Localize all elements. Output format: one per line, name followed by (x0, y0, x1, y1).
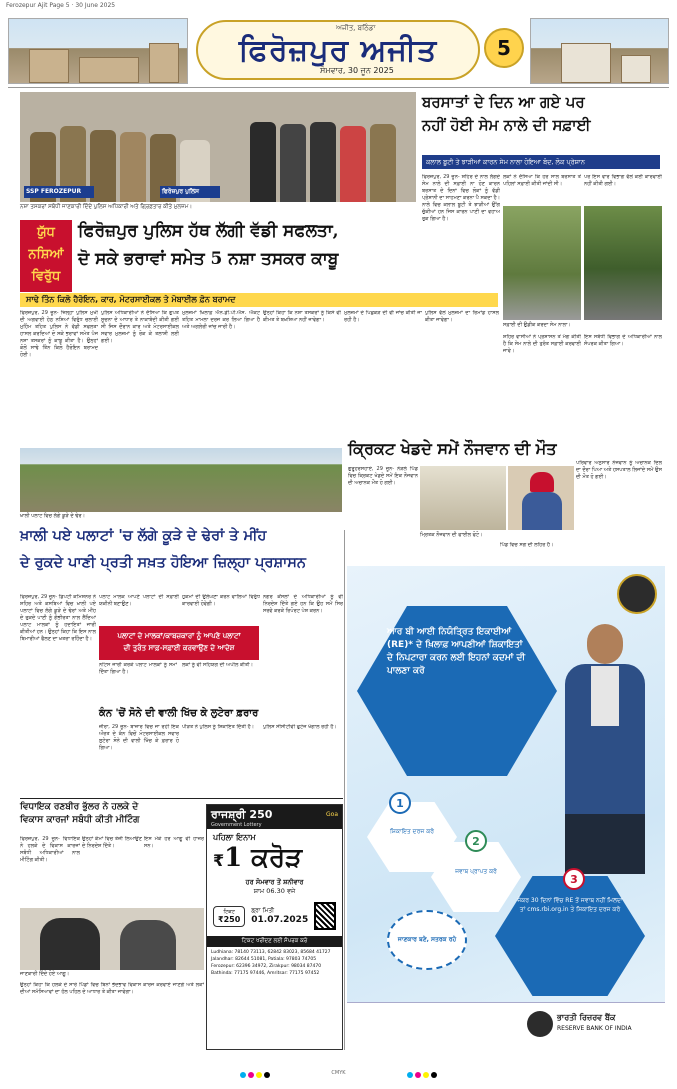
column-rule (344, 530, 345, 1050)
lottery-state: Goa (326, 811, 338, 818)
bottom-left-col-2: ਉਨ੍ਹਾਂ ਕੰਮਾਂ ਵਿਚ ਤੇਜ਼ੀ ਲਿਆਉਣ ਦੇ ਨਿਰਦੇਸ਼ ਦਿੱਤੇ। (82, 836, 142, 849)
lottery-prize (207, 843, 342, 874)
robbery-headline-wrap (99, 708, 343, 722)
sem-nala-headline-2: ਨਹੀਂ ਹੋਈ ਸੇਮ ਨਾਲੇ ਦੀ ਸਫ਼ਾਈ (422, 116, 591, 135)
sem-nala-photo-left (503, 206, 581, 320)
cricket-caption: ਮ੍ਰਿਤਕ ਨੌਜਵਾਨ ਦੀ ਫਾਈਲ ਫੋਟੋ। (420, 532, 483, 538)
rbi-slogan: ਜਾਣਕਾਰ ਬਣੋ, ਸਤਰਕ ਰਹੋ (387, 910, 467, 970)
cricket-headline-wrap (348, 440, 662, 462)
rbi-heading: ਆਰ ਬੀ ਆਈ ਨਿਯੰਤ੍ਰਿਤ ਇਕਾਈਆਂ (RE)* ਦੇ ਖ਼ਿਲਾਫ਼ ਆਪਣੀਆਂ ਸ਼ਿਕਾਇਤਾਂ ਦੇ ਨਿਪਟਾਰਾ ਕਰਨ ਲਈ ਇਹਨਾਂ ਕਦਮਾਂ ਦੀ ਪਾਲਣਾ ਕਰੋ (387, 627, 526, 676)
rbi-bank-name: ਭਾਰਤੀ ਰਿਜ਼ਰਵ ਬੈਂਕ (557, 1013, 616, 1022)
cricket-match-photo (420, 466, 506, 530)
robbery-col-1: ਜ਼ੀਰਾ, 29 ਜੂਨ- ਬਾਜ਼ਾਰ ਵਿਚ ਜਾ ਰਹੀ ਇਕ ਔਰਤ ਦੇ ਕੰਨ ਵਿਚੋਂ ਮੋਟਰਸਾਈਕਲ ਸਵਾਰ ਲੁਟੇਰਾ ਸੋਨੇ ਦੀ ਵਾਲੀ ਖਿੱਚ ਕੇ ਫ਼ਰਾਰ ਹੋ ਗਿਆ। (99, 724, 179, 751)
cricket-col-3: ਪਿੰਡ ਵਿਚ ਸੋਗ ਦੀ ਲਹਿਰ ਹੈ। (500, 542, 554, 548)
badge-line-2: ਨਸ਼ਿਆਂ (28, 247, 64, 262)
presenter-figure (555, 624, 655, 874)
plots-headline-2: ਦੇ ਰੁਕਦੇ ਪਾਣੀ ਪ੍ਰਤੀ ਸਖ਼ਤ ਹੋਇਆ ਜ਼ਿਲ੍ਹਾ ਪ੍ਰਸ਼ਾਸਨ (20, 553, 306, 571)
lottery-prize-symbol: ₹ (213, 851, 225, 870)
lottery-contact-line: Ferozepur: 62396 34972, Zirakpur: 98034 87470 (211, 964, 322, 969)
sem-nala-col-4: ਸ਼ਹਿਰ ਵਾਸੀਆਂ ਨੇ ਪ੍ਰਸ਼ਾਸਨ ਤੋਂ ਮੰਗ ਕੀਤੀ ਹੈ ਕਿ ਸੇਮ ਨਾਲੇ ਦੀ ਤੁਰੰਤ ਸਫ਼ਾਈ ਕਰਵਾਈ ਜਾਵੇ। (503, 334, 581, 354)
lottery-prize-label: ਪਹਿਲਾ ਇਨਾਮ (213, 833, 256, 842)
lottery-ticket-box (213, 906, 245, 927)
cricket-col-1: ਗੁਰੂਹਰਸਹਾਏ, 29 ਜੂਨ- ਨੇੜਲੇ ਪਿੰਡ ਵਿਚ ਕ੍ਰਿਕਟ ਖੇਡਦੇ ਸਮੇਂ ਇਕ ਨੌਜਵਾਨ ਦੀ ਅਚਾਨਕ ਮੌਤ ਹੋ ਗਈ। (348, 466, 418, 486)
lottery-ticket-row (207, 896, 342, 930)
police-col-5: ਮੁਲਜ਼ਮਾਂ ਦੇ ਪਿਛੋਕੜ ਦੀ ਵੀ ਜਾਂਚ ਕੀਤੀ ਜਾ ਰਹੀ ਹੈ। (344, 310, 422, 323)
lottery-contact-line: Ludhiana: 78140 73113, 62842 83023, 85684 41727 (211, 950, 331, 955)
cricket-headline: ਕ੍ਰਿਕਟ ਖੇਡਦੇ ਸਮੇਂ ਨੌਜਵਾਨ ਦੀ ਮੌਤ (348, 439, 557, 458)
lottery-contact-line: Bathinda: 77175 97446, Amritsar: 77175 97452 (211, 971, 320, 976)
lottery-ad (206, 804, 343, 1050)
photo-banner-left: SSP FEROZEPUR (24, 186, 94, 198)
rbi-logo-icon (527, 1011, 553, 1037)
badge-line-3: ਵਿਰੁੱਧ (31, 269, 61, 284)
plots-box-line-1: ਪਲਾਟਾਂ ਦੇ ਮਾਲਕਾਂ/ਕਾਬਜ਼ਕਾਰਾਂ ਨੂੰ ਆਪਣੇ ਪਲਾਟਾਂ (117, 632, 241, 640)
masthead-photo-right (530, 18, 669, 84)
police-subhead: ਸਾਢੇ ਤਿੰਨ ਕਿਲੋ ਹੈਰੋਇਨ, ਕਾਰ, ਮੋਟਰਸਾਈਕਲ ਤੇ ਮੋਬਾਈਲ ਫ਼ੋਨ ਬਰਾਮਦ (20, 293, 498, 307)
plots-headline-block (20, 528, 342, 590)
deceased-youth-photo (508, 466, 574, 530)
bottom-left-col-1: ਫਿਰੋਜ਼ਪੁਰ, 29 ਜੂਨ- ਵਿਧਾਇਕ ਨੇ ਹਲਕੇ ਦੇ ਵਿਕਾਸ ਕਾਰਜਾਂ ਸਬੰਧੀ ਅਧਿਕਾਰੀਆਂ ਨਾਲ ਮੀਟਿੰਗ ਕੀਤੀ। (20, 836, 80, 863)
garbage-plot-caption: ਖ਼ਾਲੀ ਪਲਾਟ ਵਿਚ ਲੱਗੇ ਕੂੜੇ ਦੇ ਢੇਰ। (20, 513, 85, 519)
police-col-3: ਮੁਲਜ਼ਮਾਂ ਖ਼ਿਲਾਫ਼ ਐਨ.ਡੀ.ਪੀ.ਐਸ. ਐਕਟ ਤਹਿਤ ਮਾਮਲਾ ਦਰਜ ਕਰ ਲਿਆ ਗਿਆ ਹੈ ਅਤੇ ਅਗਲੇਰੀ ਜਾਂਚ ਜਾਰੀ ਹੈ। (182, 310, 260, 330)
bottom-left-caption: ਜਾਣਕਾਰੀ ਦਿੰਦੇ ਹੋਏ ਆਗੂ। (20, 971, 70, 977)
plots-col-3: ਹੁਕਮਾਂ ਦੀ ਉਲੰਘਣਾ ਕਰਨ ਵਾਲਿਆਂ ਵਿਰੁੱਧ ਕਾਰਵਾਈ ਹੋਵੇਗੀ। (182, 594, 260, 607)
lottery-date-box (251, 907, 308, 925)
rbi-step-2-number: 2 (465, 830, 487, 852)
lottery-contact-header: ਟਿਕਟ ਖਰੀਦਣ ਲਈ ਸੰਪਰਕ ਕਰੋ (207, 936, 342, 947)
sem-nala-col-2: ਲੋਕਾਂ ਨੇ ਦੱਸਿਆ ਕਿ ਹਰ ਸਾਲ ਬਰਸਾਤ ਤੋਂ ਪਹਿਲਾਂ ਸਫ਼ਾਈ ਕੀਤੀ ਜਾਂਦੀ ਸੀ। (503, 174, 581, 187)
lottery-draw-date: 01.07.2025 (251, 915, 309, 925)
police-col-1: ਫਿਰੋਜ਼ਪੁਰ, 29 ਜੂਨ- ਜ਼ਿਲ੍ਹਾ ਪੁਲਿਸ ਮੁਖੀ ਦੀ ਅਗਵਾਈ ਹੇਠ ਨਸ਼ਿਆਂ ਵਿਰੁੱਧ ਚਲਾਈ ਮੁਹਿੰਮ ਤਹਿਤ ਪੁਲਿਸ ਨੇ ਵੱਡੀ ਸਫਲਤਾ ਹਾਸਲ ਕਰਦਿਆਂ ਦੋ ਸਕੇ ਭਰਾਵਾਂ ਸਮੇਤ ਪੰਜ ਨਸ਼ਾ ਤਸਕਰਾਂ ਨੂੰ ਕਾਬੂ ਕੀਤਾ ਹੈ। ਉਨ੍ਹਾਂ ਕੋਲੋਂ ਸਾਢੇ ਤਿੰਨ ਕਿਲੋ ਹੈਰੋਇਨ ਬਰਾਮਦ ਹੋਈ। (20, 310, 98, 358)
robbery-headline: ਕੰਨ 'ਚੋਂ ਸੋਨੇ ਦੀ ਵਾਲੀ ਖਿੱਚ ਕੇ ਲੁਟੇਰਾ ਫ਼ਰਾਰ (99, 708, 259, 719)
cricket-col-2: ਪਰਿਵਾਰ ਅਨੁਸਾਰ ਨੌਜਵਾਨ ਨੂੰ ਅਚਾਨਕ ਦਿਲ ਦਾ ਦੌਰਾ ਪਿਆ ਅਤੇ ਹਸਪਤਾਲ ਲਿਜਾਂਦੇ ਸਮੇਂ ਉਸ ਦੀ ਮੌਤ ਹੋ ਗਈ। (576, 460, 662, 480)
lottery-prize-amount: 1 ਕਰੋੜ (224, 843, 303, 873)
bottom-left-col-3: ਇਸ ਮੌਕੇ ਹੋਰ ਆਗੂ ਵੀ ਹਾਜ਼ਰ ਸਨ। (144, 836, 204, 849)
page-number: 5 (484, 28, 524, 68)
police-photo (20, 92, 416, 202)
sem-nala-subhead: ਕਲਾਲ ਬੂਟੀ ਤੇ ਝਾੜੀਆਂ ਕਾਰਨ ਸੇਮ ਨਾਲਾ ਹੋਇਆ ਬੰਦ, ਲੋਕ ਪ੍ਰੇਸ਼ਾਨ (422, 155, 660, 169)
plots-headline-1: ਖ਼ਾਲੀ ਪਏ ਪਲਾਟਾਂ 'ਚ ਲੱਗੇ ਕੂੜੇ ਦੇ ਢੇਰਾਂ ਤੇ ਮੀਂਹ (20, 527, 267, 544)
lottery-contacts (207, 947, 342, 979)
bottom-left-photo (20, 908, 204, 970)
rbi-step-3-text: ਜੇਕਰ 30 ਦਿਨਾਂ ਵਿੱਚ RE ਤੋਂ ਜਵਾਬ ਨਹੀਂ ਮਿਲਦਾ ਤਾਂ cms.rbi.org.in ਤੇ ਸ਼ਿਕਾਇਤ ਦਰਜ ਕਰੋ (517, 897, 623, 913)
cmyk-marks-right (406, 1063, 438, 1082)
rbi-step-1-text: ਸ਼ਿਕਾਇਤ ਦਰਜ ਕਰੋ (389, 828, 435, 835)
photo-banner-right: ਫਿਰੋਜ਼ਪੁਰ ਪੁਲਿਸ (160, 186, 220, 198)
cmyk-label: CMYK (331, 1069, 346, 1076)
qr-code-icon (314, 902, 336, 930)
rbi-ad (347, 566, 665, 1048)
masthead-title: ਫਿਰੋਜ਼ਪੁਰ ਅਜੀਤ (238, 32, 438, 68)
plots-col-5: ਨੋਟਿਸ ਜਾਰੀ ਕਰਕੇ ਪਲਾਟ ਮਾਲਕਾਂ ਨੂੰ ਸਮਾਂ ਦਿੱਤਾ ਗਿਆ ਹੈ। (99, 662, 177, 675)
bottom-left-headline-1: ਵਿਧਾਇਕ ਰਣਬੀਰ ਭੁੱਲਰ ਨੇ ਹਲਕੇ ਦੇ (20, 802, 139, 812)
cmyk-marks-left (239, 1063, 271, 1082)
plots-highlight-box (99, 626, 259, 660)
sem-nala-col-1: ਫਿਰੋਜ਼ਪੁਰ, 29 ਜੂਨ- ਸ਼ਹਿਰ ਦੇ ਨਾਲ ਲੱਗਦੇ ਸੇਮ ਨਾਲੇ ਦੀ ਸਫ਼ਾਈ ਨਾ ਹੋਣ ਕਾਰਨ ਬਰਸਾਤ ਦੇ ਦਿਨਾਂ ਵਿਚ ਲੋਕਾਂ ਨੂੰ ਵੱਡੀ ਪ੍ਰੇਸ਼ਾਨੀ ਦਾ ਸਾਹਮਣਾ ਕਰਨਾ ਪੈ ਸਕਦਾ ਹੈ। ਨਾਲੇ ਵਿਚ ਕਲਾਲ ਬੂਟੀ ਤੇ ਝਾੜੀਆਂ ਉੱਗ ਚੁੱਕੀਆਂ ਹਨ ਜਿਸ ਕਾਰਨ ਪਾਣੀ ਦਾ ਵਹਾਅ ਰੁਕ ਗਿਆ ਹੈ। (422, 174, 500, 222)
lottery-ticket-price: ₹250 (218, 914, 241, 924)
police-headline-block (78, 222, 418, 288)
plots-col-6: ਲੋਕਾਂ ਨੂੰ ਵੀ ਸਹਿਯੋਗ ਦੀ ਅਪੀਲ ਕੀਤੀ। (182, 662, 254, 668)
masthead-city: ਅਜੀਤ, ਬਠਿੰਡਾ (336, 24, 376, 32)
bottom-left-col-4: ਉਨ੍ਹਾਂ ਕਿਹਾ ਕਿ ਹਲਕੇ ਦੇ ਸਾਰੇ ਪਿੰਡਾਂ ਵਿਚ ਬਿਨਾਂ ਭੇਦਭਾਵ ਵਿਕਾਸ ਕਾਰਜ ਕਰਵਾਏ ਜਾਣਗੇ ਅਤੇ ਲੋਕਾਂ ਦੀਆਂ ਸਮੱਸਿਆਵਾਂ ਦਾ ਹੱਲ ਪਹਿਲ ਦੇ ਆਧਾਰ ਤੇ ਕੀਤਾ ਜਾਵੇਗਾ। (20, 982, 204, 995)
masthead-date: ਸੋਮਵਾਰ, 30 ਜੂਨ 2025 (320, 66, 394, 75)
lottery-tagline: Government Lottery (211, 822, 262, 828)
masthead-photo-left (8, 18, 188, 84)
robbery-col-3: ਪੁਲਿਸ ਸੀਸੀਟੀਵੀ ਫੁਟੇਜ ਖੰਗਾਲ ਰਹੀ ਹੈ। (263, 724, 337, 730)
badge-line-1: ਯੁੱਧ (37, 225, 55, 240)
war-on-drugs-badge (20, 220, 72, 292)
print-footer (0, 1056, 677, 1089)
rbi-step-2-text: ਜਵਾਬ ਪ੍ਰਾਪਤ ਕਰੋ (455, 868, 497, 875)
sem-nala-col-3: ਪਰ ਇਸ ਵਾਰ ਵਿਭਾਗ ਵੱਲੋਂ ਕੋਈ ਕਾਰਵਾਈ ਨਹੀਂ ਕੀਤੀ ਗਈ। (584, 174, 662, 187)
lottery-ticket-label: ਟਿਕਟ (223, 908, 235, 915)
police-photo-caption: ਨਸ਼ਾ ਤਸਕਰਾਂ ਸਬੰਧੀ ਜਾਣਕਾਰੀ ਦਿੰਦੇ ਪੁਲਿਸ ਅਧਿਕਾਰੀ ਅਤੇ ਗ੍ਰਿਫ਼ਤਾਰ ਕੀਤੇ ਮੁਲਜ਼ਮ। (20, 204, 193, 210)
police-col-4: ਉਨ੍ਹਾਂ ਕਿਹਾ ਕਿ ਨਸ਼ਾ ਤਸਕਰਾਂ ਨੂੰ ਕਿਸੇ ਵੀ ਕੀਮਤ ਤੇ ਬਖ਼ਸ਼ਿਆ ਨਹੀਂ ਜਾਵੇਗਾ। (263, 310, 341, 323)
sem-nala-headline-1: ਬਰਸਾਤਾਂ ਦੇ ਦਿਨ ਆ ਗਏ ਪਰ (422, 93, 585, 111)
rbi-step-3-number: 3 (563, 868, 585, 890)
sem-nala-headline-block (422, 94, 660, 152)
print-slug: Ferozepur Ajit Page 5 · 30 June 2025 (6, 2, 116, 9)
section-divider (20, 798, 343, 799)
police-col-2: ਪੁਲਿਸ ਅਧਿਕਾਰੀਆਂ ਨੇ ਦੱਸਿਆ ਕਿ ਗੁਪਤ ਸੂਚਨਾ ਦੇ ਆਧਾਰ ਤੇ ਨਾਕਾਬੰਦੀ ਕੀਤੀ ਗਈ ਸੀ ਜਿਸ ਦੌਰਾਨ ਕਾਰ ਅਤੇ ਮੋਟਰਸਾਈਕਲ ਸਵਾਰ ਮੁਲਜ਼ਮਾਂ ਨੂੰ ਰੋਕ ਕੇ ਤਲਾਸ਼ੀ ਲਈ ਗਈ। (101, 310, 179, 344)
lottery-header (207, 805, 342, 829)
police-headline-2: ਦੋ ਸਕੇ ਭਰਾਵਾਂ ਸਮੇਤ 5 ਨਸ਼ਾ ਤਸਕਰ ਕਾਬੂ (78, 248, 339, 269)
sem-nala-photo-right (584, 206, 662, 320)
rbi-step-1-number: 1 (389, 792, 411, 814)
rbi-seal-icon (617, 574, 657, 614)
lottery-date-label: ਡ੍ਰਾ ਮਿਤੀ (251, 907, 275, 914)
plots-col-1: ਫਿਰੋਜ਼ਪੁਰ, 29 ਜੂਨ- ਡਿਪਟੀ ਕਮਿਸ਼ਨਰ ਨੇ ਸ਼ਹਿਰ ਅਤੇ ਕਸਬਿਆਂ ਵਿਚ ਖ਼ਾਲੀ ਪਏ ਪਲਾਟਾਂ ਵਿਚ ਲੱਗੇ ਕੂੜੇ ਦੇ ਢੇਰਾਂ ਅਤੇ ਮੀਂਹ ਦੇ ਰੁਕਦੇ ਪਾਣੀ ਨੂੰ ਗੰਭੀਰਤਾ ਨਾਲ ਲੈਂਦਿਆਂ ਪਲਾਟ ਮਾਲਕਾਂ ਨੂੰ ਹਦਾਇਤਾਂ ਜਾਰੀ ਕੀਤੀਆਂ ਹਨ। ਉਨ੍ਹਾਂ ਕਿਹਾ ਕਿ ਇਸ ਨਾਲ ਬਿਮਾਰੀਆਂ ਫੈਲਣ ਦਾ ਖ਼ਤਰਾ ਰਹਿੰਦਾ ਹੈ। (20, 594, 96, 642)
lottery-draw-days: ਹਰ ਸੋਮਵਾਰ ਤੋਂ ਸ਼ਨੀਵਾਰ (245, 878, 304, 886)
masthead (8, 14, 669, 88)
bottom-left-headline-block (20, 802, 220, 836)
rbi-bank-name-en: RESERVE BANK OF INDIA (557, 1025, 632, 1032)
sem-nala-caption: ਸਫ਼ਾਈ ਦੀ ਉਡੀਕ ਕਰਦਾ ਸੇਮ ਨਾਲਾ। (503, 322, 571, 328)
lottery-draw-time: ਸ਼ਾਮ 06.30 ਵਜੇ (253, 887, 296, 895)
police-col-6: ਪੁਲਿਸ ਵੱਲੋਂ ਮੁਲਜ਼ਮਾਂ ਦਾ ਰਿਮਾਂਡ ਹਾਸਲ ਕੀਤਾ ਜਾਵੇਗਾ। (425, 310, 499, 323)
bottom-left-headline-2: ਵਿਕਾਸ ਕਾਰਜਾਂ ਸਬੰਧੀ ਕੀਤੀ ਮੀਟਿੰਗ (20, 815, 140, 826)
plots-col-4: ਨਗਰ ਕੌਂਸਲਾਂ ਦੇ ਅਧਿਕਾਰੀਆਂ ਨੂੰ ਵੀ ਨਿਰਦੇਸ਼ ਦਿੱਤੇ ਗਏ ਹਨ ਕਿ ਉਹ ਸਮੇਂ ਸਿਰ ਸਰਵੇ ਕਰਕੇ ਰਿਪੋਰਟ ਪੇਸ਼ ਕਰਨ। (263, 594, 343, 614)
sem-nala-col-5: ਇਸ ਸਬੰਧੀ ਵਿਭਾਗ ਦੇ ਅਧਿਕਾਰੀਆਂ ਨਾਲ ਸੰਪਰਕ ਕੀਤਾ ਗਿਆ। (584, 334, 662, 347)
plots-box-line-2: ਦੀ ਤੁਰੰਤ ਸਾਫ਼-ਸਫ਼ਾਈ ਕਰਵਾਉਣ ਦੇ ਆਦੇਸ਼ (123, 644, 235, 652)
plots-col-2: ਪਲਾਟ ਮਾਲਕ ਆਪਣੇ ਪਲਾਟਾਂ ਦੀ ਸਫ਼ਾਈ ਯਕੀਨੀ ਬਣਾਉਣ। (99, 594, 179, 607)
masthead-title-box (196, 20, 480, 80)
robbery-col-2: ਪੀੜਤ ਨੇ ਪੁਲਿਸ ਨੂੰ ਸ਼ਿਕਾਇਤ ਦਿੱਤੀ ਹੈ। (182, 724, 255, 730)
police-headline-1: ਫਿਰੋਜ਼ਪੁਰ ਪੁਲਿਸ ਹੱਥ ਲੱਗੀ ਵੱਡੀ ਸਫਲਤਾ, (78, 221, 339, 241)
lottery-contact-line: Jalandhar: 82644 51081, Patiala: 97803 74705 (211, 957, 317, 962)
lottery-brand: ਰਾਜਸ਼੍ਰੀ 250 (211, 808, 273, 821)
rbi-footer (347, 1002, 665, 1048)
garbage-plot-photo (20, 448, 342, 512)
